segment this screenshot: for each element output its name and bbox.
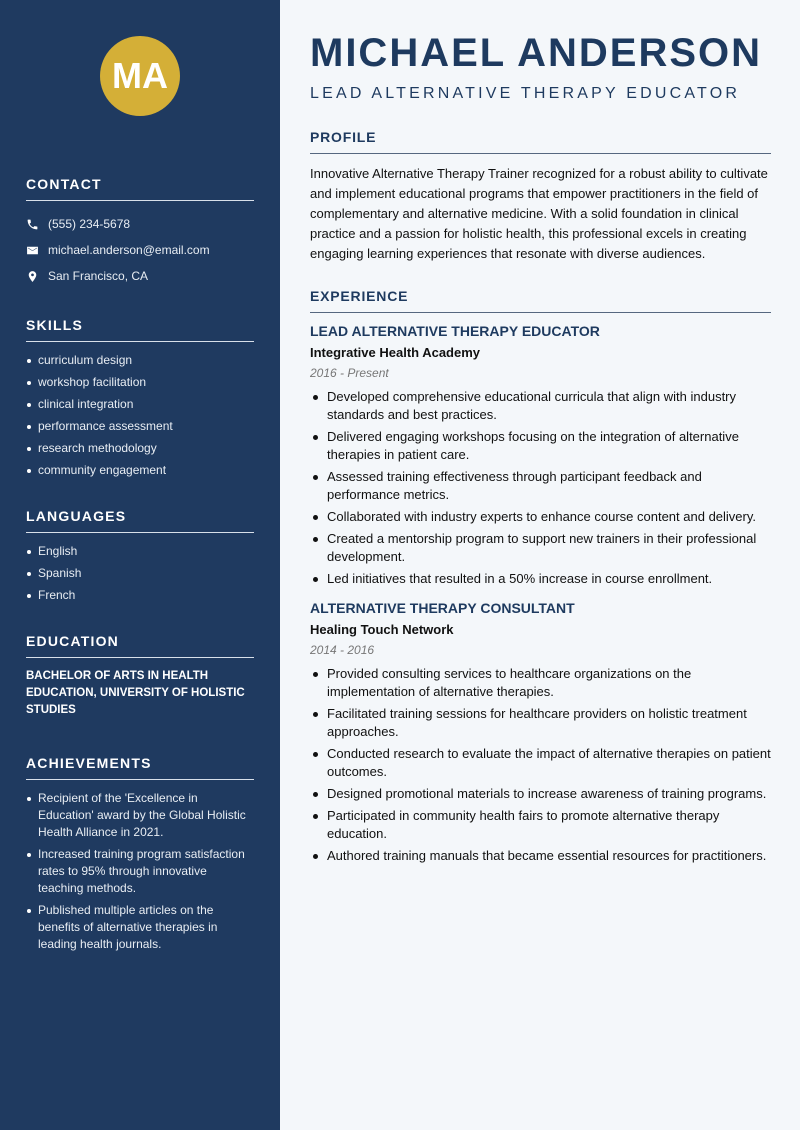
contact-phone — [26, 211, 254, 237]
skill-item: workshop facilitation — [26, 374, 254, 396]
skill-item: curriculum design — [26, 352, 254, 374]
profile-heading: PROFILE — [310, 129, 771, 154]
job-entry — [310, 323, 771, 588]
job-entry — [310, 600, 771, 865]
job-bullet: Assessed training effectiveness through participant feedback and performance metrics. — [310, 468, 771, 504]
candidate-name: MICHAEL ANDERSON — [310, 31, 763, 75]
job-company: Healing Touch Network — [310, 622, 454, 637]
achievement-item: Published multiple articles on the benefits of alternative therapies in leading health journals. — [26, 902, 254, 953]
phone-text: (555) 234-5678 — [48, 217, 131, 231]
language-item: French — [26, 587, 254, 609]
main-content — [310, 0, 771, 869]
achievements-list — [26, 790, 254, 953]
job-bullet: Created a mentorship program to support new trainers in their professional development. — [310, 530, 771, 566]
languages-list — [26, 543, 254, 609]
job-bullet: Developed comprehensive educational curricula that align with industry standards and best practices. — [310, 388, 771, 424]
job-bullet: Delivered engaging workshops focusing on the integration of alternative therapies in patient care. — [310, 428, 771, 464]
skills-heading: SKILLS — [26, 317, 254, 342]
job-bullets — [310, 388, 771, 588]
job-company: Integrative Health Academy — [310, 345, 481, 360]
education-degree: BACHELOR OF ARTS IN HEALTH EDUCATION, UNIVERSITY OF HOLISTIC STUDIES — [26, 670, 245, 716]
achievement-item: Recipient of the 'Excellence in Education' award by the Global Holistic Health Alliance in 2021. — [26, 790, 254, 841]
job-bullet: Designed promotional materials to increase awareness of training programs. — [310, 785, 771, 803]
language-item: English — [26, 543, 254, 565]
contact-email — [26, 237, 254, 263]
email-text: michael.anderson@email.com — [48, 243, 210, 257]
job-bullet: Authored training manuals that became essential resources for practitioners. — [310, 847, 771, 865]
job-bullet: Provided consulting services to healthcare organizations on the implementation of alternative therapies. — [310, 665, 771, 701]
job-bullet: Collaborated with industry experts to enhance course content and delivery. — [310, 508, 771, 526]
skill-item: community engagement — [26, 462, 254, 484]
location-pin-icon — [26, 270, 39, 283]
phone-icon — [26, 218, 39, 231]
skill-item: research methodology — [26, 440, 254, 462]
experience-heading: EXPERIENCE — [310, 288, 771, 313]
skill-item: clinical integration — [26, 396, 254, 418]
job-title: LEAD ALTERNATIVE THERAPY EDUCATOR — [310, 323, 600, 339]
candidate-title: LEAD ALTERNATIVE THERAPY EDUCATOR — [310, 85, 741, 102]
email-icon — [26, 244, 39, 257]
job-bullet: Conducted research to evaluate the impact of alternative therapies on patient outcomes. — [310, 745, 771, 781]
language-item: Spanish — [26, 565, 254, 587]
sidebar — [0, 0, 280, 1130]
job-dates: 2016 - Present — [310, 366, 389, 380]
achievements-heading: ACHIEVEMENTS — [26, 755, 254, 780]
skill-item: performance assessment — [26, 418, 254, 440]
achievement-item: Increased training program satisfaction rates to 95% through innovative teaching methods. — [26, 846, 254, 897]
contact-heading: CONTACT — [26, 176, 254, 201]
job-title: ALTERNATIVE THERAPY CONSULTANT — [310, 600, 575, 616]
job-bullets — [310, 665, 771, 865]
job-bullet: Participated in community health fairs to promote alternative therapy education. — [310, 807, 771, 843]
profile-text: Innovative Alternative Therapy Trainer recognized for a robust ability to cultivate and implement educational programs that empower practitioners in the field of complementary and alternative medicine. With a solid foundation in clinical practice and a passion for holistic health, this professional excels in creating engaging learning experiences that resonate with diverse audiences. — [310, 166, 768, 261]
languages-heading: LANGUAGES — [26, 508, 254, 533]
education-heading: EDUCATION — [26, 633, 254, 658]
skills-list — [26, 352, 254, 484]
job-bullet: Led initiatives that resulted in a 50% increase in course enrollment. — [310, 570, 771, 588]
location-text: San Francisco, CA — [48, 269, 149, 283]
avatar: MA — [100, 36, 180, 116]
contact-location — [26, 263, 254, 289]
job-dates: 2014 - 2016 — [310, 643, 375, 657]
job-bullet: Facilitated training sessions for healthcare providers on holistic treatment approaches. — [310, 705, 771, 741]
